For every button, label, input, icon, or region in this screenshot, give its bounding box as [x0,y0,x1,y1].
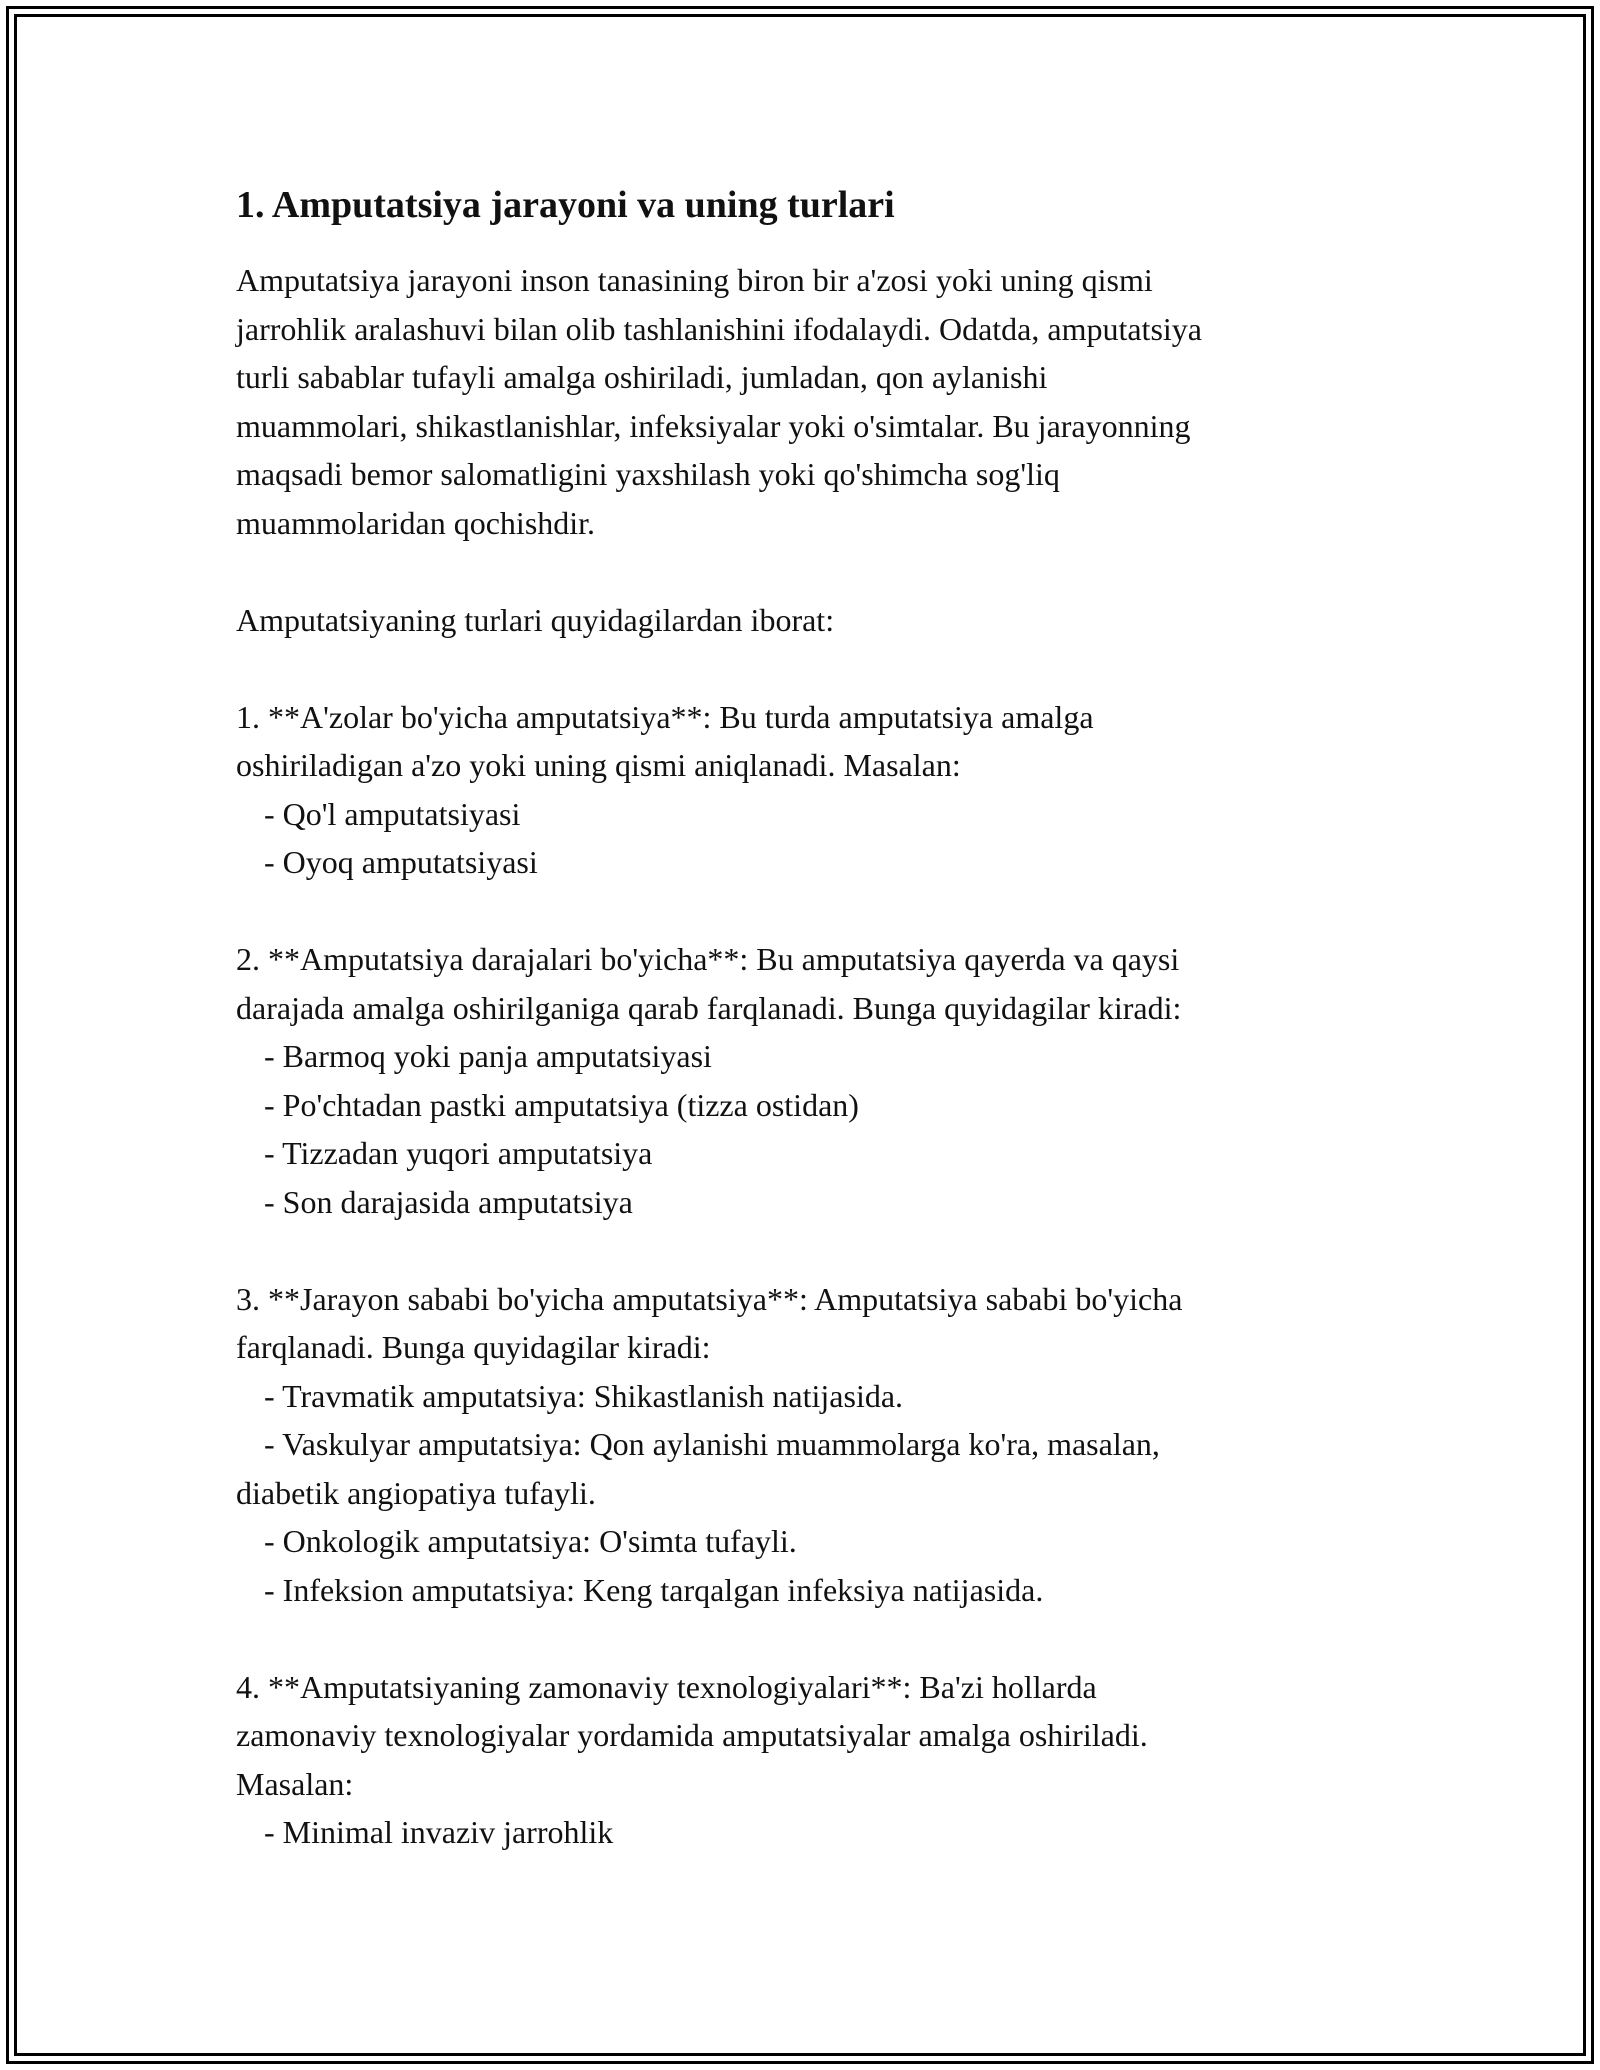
list-item: - Barmoq yoki panja amputatsiyasi [264,1038,712,1074]
blank-line [236,644,1376,693]
intro-paragraph [236,256,1376,547]
list-item: - Travmatik amputatsiya: Shikastlanish natijasida. [264,1377,904,1414]
section-heading-line: zamonaviy texnologiyalar yordamida amputatsiyalar amalga oshiriladi. [236,1717,1148,1753]
blank-line [236,1226,1376,1275]
list-item: - Qo'l amputatsiyasi [264,795,521,832]
text-line: maqsadi bemor salomatligini yaxshilash yoki qo'shimcha sog'liq [236,456,1060,492]
section-2 [236,935,1376,1226]
section-heading-line: 4. **Amputatsiyaning zamonaviy texnologiyalari**: Ba'zi hollarda [236,1668,1097,1705]
list-item: - Infeksion amputatsiya: Keng tarqalgan infeksiya natijasida. [264,1571,1044,1608]
text-line: Amputatsiya jarayoni inson tanasining biron bir a'zosi yoki uning qismi [236,262,1153,298]
list-item: - Son darajasida amputatsiya [264,1183,633,1220]
section-heading-line: 2. **Amputatsiya darajalari bo'yicha**: Bu amputatsiya qayerda va qaysi [236,941,1180,977]
list-item: - Onkologik amputatsiya: O'simta tufayli. [264,1523,797,1559]
list-item: - Vaskulyar amputatsiya: Qon aylanishi muammolarga ko'ra, masalan, [264,1426,1160,1462]
document-title: 1. Amputatsiya jarayoni va uning turlari [236,184,895,226]
text-line: muammolari, shikastlanishlar, infeksiyalar yoki o'simtalar. Bu jarayonning [236,407,1191,444]
list-item: - Tizzadan yuqori amputatsiya [264,1135,653,1171]
types-intro: Amputatsiyaning turlari quyidagilardan iborat: [236,601,835,638]
section-4 [236,1663,1376,1857]
text-line: muammolaridan qochishdir. [236,504,596,541]
blank-line [236,887,1376,936]
section-1 [236,693,1376,887]
blank-line [236,1614,1376,1663]
section-heading-line: 1. **A'zolar bo'yicha amputatsiya**: Bu turda amputatsiya amalga [236,698,1094,735]
blank-line [236,547,1376,596]
section-heading-line: darajada amalga oshirilganiga qarab farqlanadi. Bunga quyidagilar kiradi: [236,989,1182,1026]
section-heading-line: farqlanadi. Bunga quyidagilar kiradi: [236,1329,711,1365]
section-heading-line: 3. **Jarayon sababi bo'yicha amputatsiya**: Amputatsiya sababi bo'yicha [236,1280,1183,1317]
text-line: turli sabablar tufayli amalga oshiriladi, jumladan, qon aylanishi [236,359,1048,395]
list-item-continuation: diabetik angiopatiya tufayli. [236,1474,596,1511]
text-line: jarrohlik aralashuvi bilan olib tashlanishini ifodalaydi. Odatda, amputatsiya [236,310,1202,347]
section-heading-line: Masalan: [236,1765,354,1802]
list-item: - Minimal invaziv jarrohlik [264,1814,614,1850]
section-heading-line: oshiriladigan a'zo yoki uning qismi aniqlanadi. Masalan: [236,747,961,783]
list-item: - Po'chtadan pastki amputatsiya (tizza ostidan) [264,1086,859,1123]
section-3 [236,1275,1376,1615]
list-item: - Oyoq amputatsiyasi [264,844,538,880]
document-body [236,182,1376,1857]
